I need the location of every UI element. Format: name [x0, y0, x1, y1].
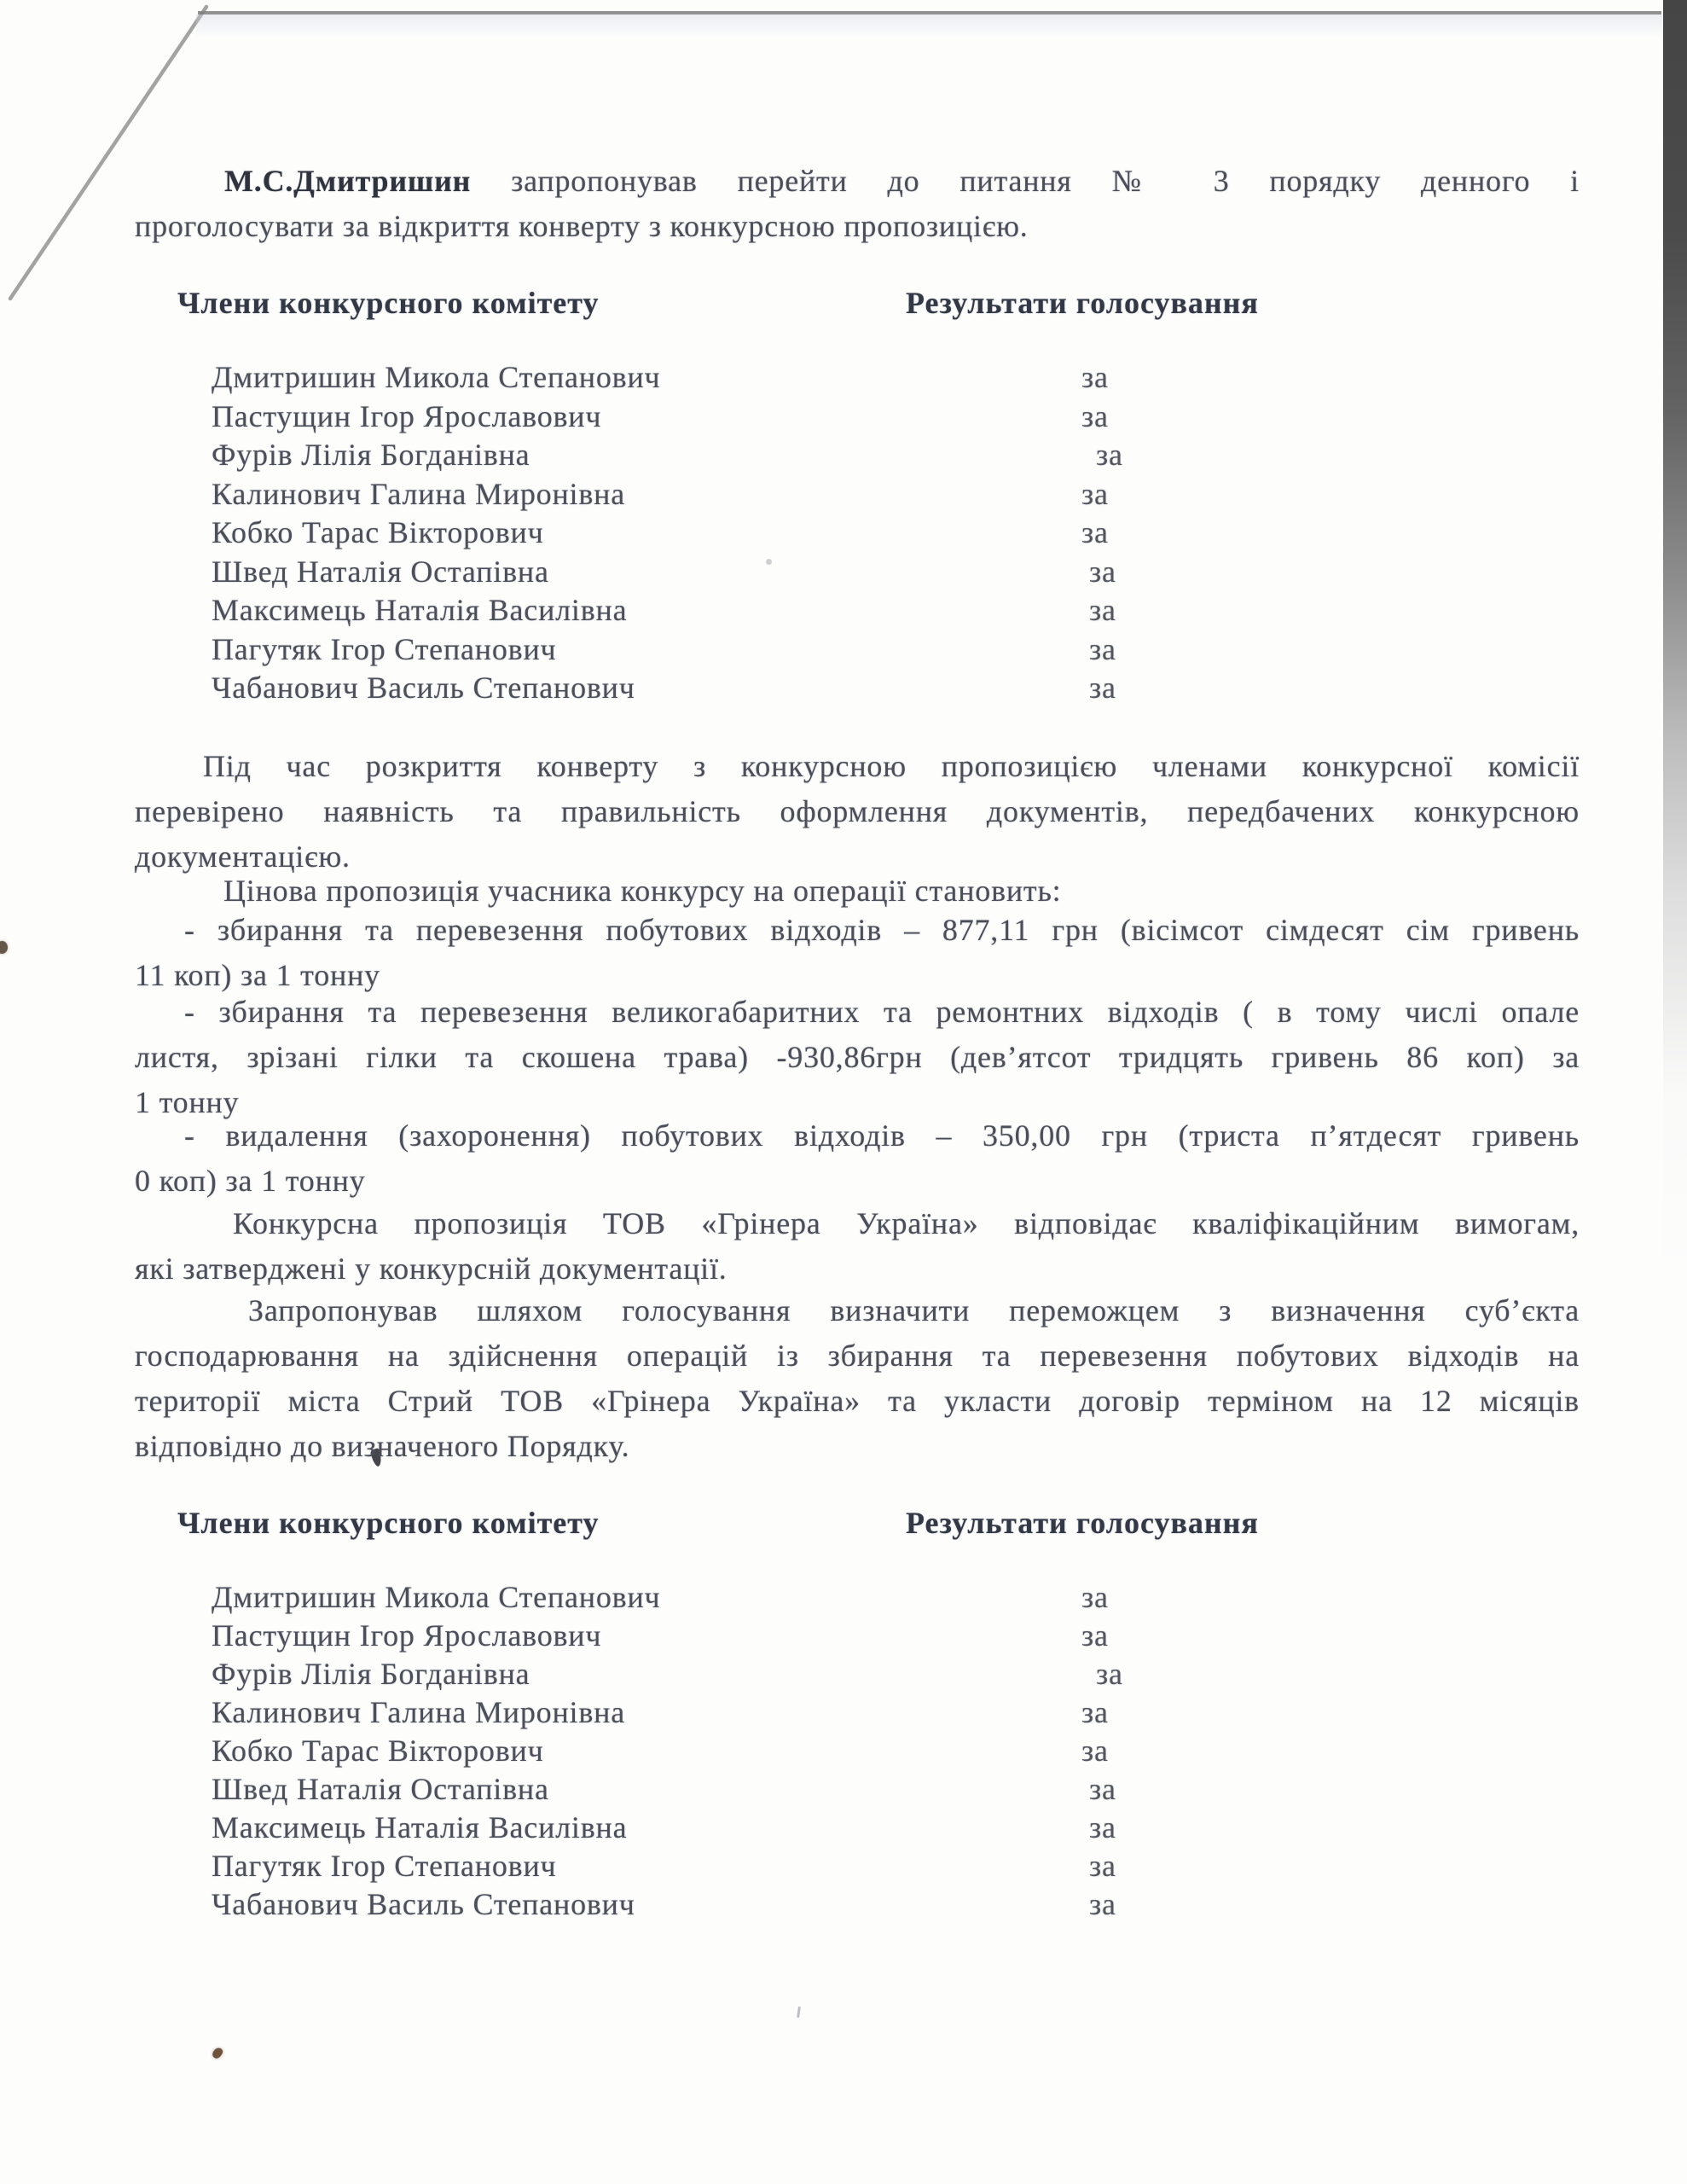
vote-value: за	[1081, 1695, 1109, 1729]
vote-value: за	[1089, 631, 1116, 666]
scan-artifact-speck	[0, 941, 8, 954]
envelope-line-3: документацією.	[135, 839, 351, 874]
member-name: Чабанович Василь Степанович	[212, 1887, 635, 1921]
member-name: Пастущин Ігор Ярославович	[212, 398, 602, 433]
member-row	[135, 475, 1580, 514]
member-row	[135, 514, 1580, 553]
member-row	[135, 1617, 1580, 1655]
price-1-line-2: 11 коп) за 1 тонну	[135, 958, 380, 992]
intro-paragraph	[135, 159, 1580, 249]
winner-line-2: господарювання на здійснення операцій із збирання та перевезення побутових відходів на	[135, 1339, 1580, 1373]
vote-table-2	[135, 1578, 1580, 1924]
member-name: Швед Наталія Остапівна	[212, 554, 549, 589]
member-row	[135, 553, 1580, 592]
member-name: Фурів Лілія Богданівна	[212, 1657, 530, 1691]
member-name: Фурів Лілія Богданівна	[212, 438, 530, 472]
scan-artifact-speck	[211, 2046, 224, 2059]
member-name: Пагутяк Ігор Степанович	[212, 1849, 557, 1883]
member-name: Максимець Наталія Василівна	[212, 593, 628, 627]
price-intro-line: Цінова пропозиція учасника конкурсу на операції становить:	[223, 874, 1062, 908]
vote-value: за	[1089, 554, 1116, 589]
speaker-name: М.С.Дмитришин	[224, 164, 472, 198]
vote-value: за	[1089, 1849, 1116, 1883]
winner-line-1: Запропонував шляхом голосування визначити переможцем з визначення суб’єкта	[248, 1293, 1580, 1327]
vote-value: за	[1089, 1810, 1116, 1844]
vote-value: за	[1081, 398, 1109, 433]
price-2-line-1: - збирання та перевезення великогабаритних та ремонтних відходів ( в тому числі опале	[184, 995, 1580, 1029]
price-item-1	[135, 908, 1580, 998]
member-name: Швед Наталія Остапівна	[212, 1772, 549, 1806]
member-row	[135, 358, 1580, 398]
members-column-header: Члени конкурсного комітету	[177, 1506, 600, 1540]
scan-artifact-right-edge-band	[1663, 0, 1687, 1280]
price-3-line-1: - видалення (захоронення) побутових відходів – 350,00 грн (триста п’ятдесят гривень	[184, 1118, 1580, 1153]
member-row	[135, 1578, 1580, 1617]
vote-value: за	[1089, 1772, 1116, 1806]
winner-line-4: відповідно до визначеного Порядку.	[135, 1429, 630, 1463]
intro-line-2: проголосувати за відкриття конверту з конкурсною пропозицією.	[135, 209, 1029, 243]
scan-artifact-top-shadow	[196, 15, 1663, 38]
price-3-line-2: 0 коп) за 1 тонну	[135, 1164, 366, 1198]
qualification-line-2: які затверджені у конкурсній документації.	[135, 1252, 728, 1286]
vote-value: за	[1089, 1887, 1116, 1921]
vote-value: за	[1081, 476, 1109, 511]
envelope-paragraph	[135, 744, 1580, 880]
vote-value: за	[1096, 438, 1123, 472]
member-name: Дмитришин Микола Степанович	[212, 1580, 661, 1614]
qualification-paragraph	[135, 1201, 1580, 1292]
vote-table-2-header	[0, 1504, 1687, 1542]
member-name: Кобко Тарас Вікторович	[212, 1734, 544, 1768]
member-row	[135, 1693, 1580, 1732]
member-row	[135, 1885, 1580, 1924]
member-row	[135, 630, 1580, 670]
envelope-line-1: Під час розкриття конверту з конкурсною пропозицією членами конкурсної комісії	[203, 749, 1580, 783]
vote-value: за	[1096, 1657, 1123, 1691]
member-row	[135, 1809, 1580, 1847]
member-row	[135, 1770, 1580, 1809]
member-row	[135, 398, 1580, 437]
vote-value: за	[1081, 360, 1109, 394]
vote-value: за	[1089, 671, 1116, 705]
member-row	[135, 1655, 1580, 1693]
intro-line-1-text: запропонував перейти до питання № 3 порядку денного і	[511, 164, 1580, 198]
scan-artifact-speck	[797, 2007, 801, 2018]
results-column-header: Результати голосування	[906, 1506, 1259, 1540]
price-item-2	[135, 990, 1580, 1125]
member-name: Калинович Галина Миронівна	[212, 1695, 625, 1729]
member-name: Пагутяк Ігор Степанович	[212, 631, 557, 666]
member-name: Чабанович Василь Степанович	[212, 671, 635, 705]
vote-value: за	[1081, 1734, 1109, 1768]
member-row	[135, 1732, 1580, 1770]
qualification-line-1: Конкурсна пропозиція ТОВ «Грінера Україна» відповідає кваліфікаційним вимогам,	[233, 1206, 1580, 1240]
price-2-line-3: 1 тонну	[135, 1085, 240, 1119]
winner-paragraph	[135, 1288, 1580, 1469]
scan-artifact-diagonal-fold-line	[0, 0, 230, 316]
member-name: Максимець Наталія Василівна	[212, 1810, 628, 1844]
member-row	[135, 1847, 1580, 1885]
winner-line-3: території міста Стрий ТОВ «Грінера Україна» та укласти договір терміном на 12 місяців	[135, 1384, 1580, 1418]
results-column-header: Результати голосування	[906, 286, 1259, 320]
price-item-3	[135, 1113, 1580, 1204]
vote-value: за	[1089, 593, 1116, 627]
vote-value: за	[1081, 1618, 1109, 1653]
member-row	[135, 669, 1580, 708]
vote-value: за	[1081, 515, 1109, 549]
vote-value: за	[1081, 1580, 1109, 1614]
member-row	[135, 436, 1580, 475]
vote-table-1	[135, 358, 1580, 708]
envelope-line-2: перевірено наявність та правильність оформлення документів, передбачених конкурсною	[135, 794, 1580, 828]
member-row	[135, 591, 1580, 630]
member-name: Дмитришин Микола Степанович	[212, 360, 661, 394]
member-name: Калинович Галина Миронівна	[212, 476, 625, 511]
member-name: Кобко Тарас Вікторович	[212, 515, 544, 549]
price-1-line-1: - збирання та перевезення побутових відходів – 877,11 грн (вісімсот сімдесят сім гривень	[184, 913, 1580, 947]
members-column-header: Члени конкурсного комітету	[177, 286, 600, 320]
vote-table-1-header	[0, 284, 1687, 322]
price-2-line-2: листя, зрізані гілки та скошена трава) -930,86грн (дев’ятсот тридцять гривень 86 коп) за	[135, 1040, 1580, 1074]
intro-line-1	[135, 159, 1580, 204]
member-name: Пастущин Ігор Ярославович	[212, 1618, 602, 1653]
